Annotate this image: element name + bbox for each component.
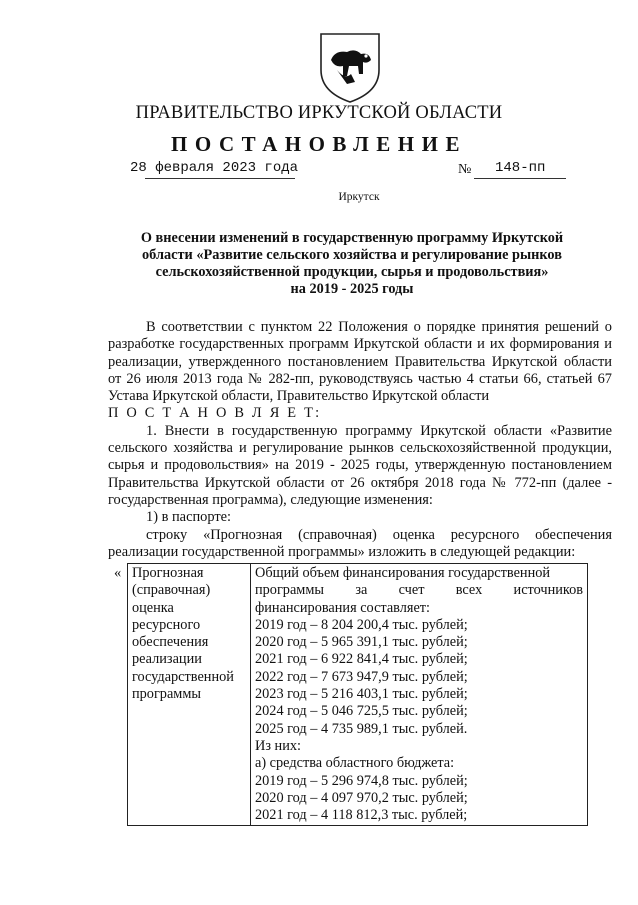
value-line: 2019 год – 8 204 200,4 тыс. рублей; xyxy=(255,616,468,633)
word: источников xyxy=(513,582,583,599)
document-type: ПОСТАНОВЛЕНИЕ xyxy=(171,132,467,156)
passport-row-value xyxy=(251,564,588,826)
value-line: 2022 год – 7 673 947,9 тыс. рублей; xyxy=(255,668,468,685)
label-line: обеспечения xyxy=(132,634,209,651)
value-line: 2021 год – 4 118 812,3 тыс. рублей; xyxy=(255,807,468,824)
value-line: Из них: xyxy=(255,737,301,754)
subitem-paragraph: 1) в паспорте: xyxy=(146,509,232,526)
title-line: на 2019 - 2025 годы xyxy=(290,281,414,297)
item-1-paragraph: 1. Внести в государственную программу Иркутской области «Развитие сельского хозяйства и регулирование рынков сельскохозяйственной продукции, сырья и продовольствия» на 2019 - 2025 годы, утвержденную постановлением Правительства Иркутской области от 26 октября 2018 года № 772-пп (далее - государственная программа), следующие изменения: xyxy=(108,422,612,508)
instruction-paragraph: строку «Прогнозная (справочная) оценка ресурсного обеспечения реализации государственной программы» изложить в следующей редакции: xyxy=(108,526,612,560)
value-line: 2024 год – 5 046 725,5 тыс. рублей; xyxy=(255,703,468,720)
value-line: а) средства областного бюджета: xyxy=(255,755,455,772)
document-title xyxy=(118,230,586,298)
label-line: реализации xyxy=(132,651,202,668)
number-underline xyxy=(474,178,566,179)
word: счет xyxy=(398,582,425,599)
value-line: Общий объем финансирования государственной xyxy=(255,565,551,581)
city-label: Иркутск xyxy=(338,191,380,203)
word: программы xyxy=(255,582,325,599)
title-line: О внесении изменений в государственную программу Иркутской xyxy=(140,230,564,246)
opening-quote: « xyxy=(114,565,122,581)
value-line: 2023 год – 5 216 403,1 тыс. рублей; xyxy=(255,686,468,703)
decree-number: 148-пп xyxy=(495,160,546,176)
intro-paragraph: В соответствии с пунктом 22 Положения о порядке принятия решений о разработке государственных программ Иркутской области и их формирования и реализации, утвержденного постановлением Правительства Иркутской области от 26 июля 2013 года № 282-пп, руководствуясь частью 4 статьи 66, статьей 67 Устава Иркутской области, Правительство Иркутской области xyxy=(108,319,612,405)
table-row xyxy=(128,564,588,826)
resolves-word: П О С Т А Н О В Л Я Е Т: xyxy=(108,405,322,422)
value-line: финансирования составляет: xyxy=(255,599,431,616)
word: за xyxy=(355,582,368,599)
passport-row-label xyxy=(128,564,251,826)
label-line: Прогнозная xyxy=(132,565,204,581)
decree-date: 28 февраля 2023 года xyxy=(130,160,299,176)
title-line: области «Развитие сельского хозяйства и регулирование рынков xyxy=(142,247,562,263)
word: всех xyxy=(455,582,483,599)
value-line: 2020 год – 4 097 970,2 тыс. рублей; xyxy=(255,789,468,806)
document-body xyxy=(108,319,612,561)
label-line: (справочная) xyxy=(132,582,211,599)
label-line: ресурсного xyxy=(132,616,201,633)
coat-of-arms-icon xyxy=(317,30,383,104)
number-sign: № xyxy=(458,162,472,177)
value-line: 2025 год – 4 735 989,1 тыс. рублей. xyxy=(255,720,468,737)
value-line: 2021 год – 6 922 841,4 тыс. рублей; xyxy=(255,651,468,668)
value-line-justified xyxy=(255,582,583,599)
value-line: 2020 год – 5 965 391,1 тыс. рублей; xyxy=(255,634,468,651)
value-line: 2019 год – 5 296 974,8 тыс. рублей; xyxy=(255,772,468,789)
authority-heading: ПРАВИТЕЛЬСТВО ИРКУТСКОЙ ОБЛАСТИ xyxy=(135,103,503,123)
label-line: оценка xyxy=(132,599,174,616)
label-line: государственной xyxy=(132,668,234,685)
label-line: программы xyxy=(132,686,202,703)
passport-table xyxy=(127,563,588,826)
date-underline xyxy=(145,178,295,179)
title-line: сельскохозяйственной продукции, сырья и продовольствия» xyxy=(155,264,549,280)
